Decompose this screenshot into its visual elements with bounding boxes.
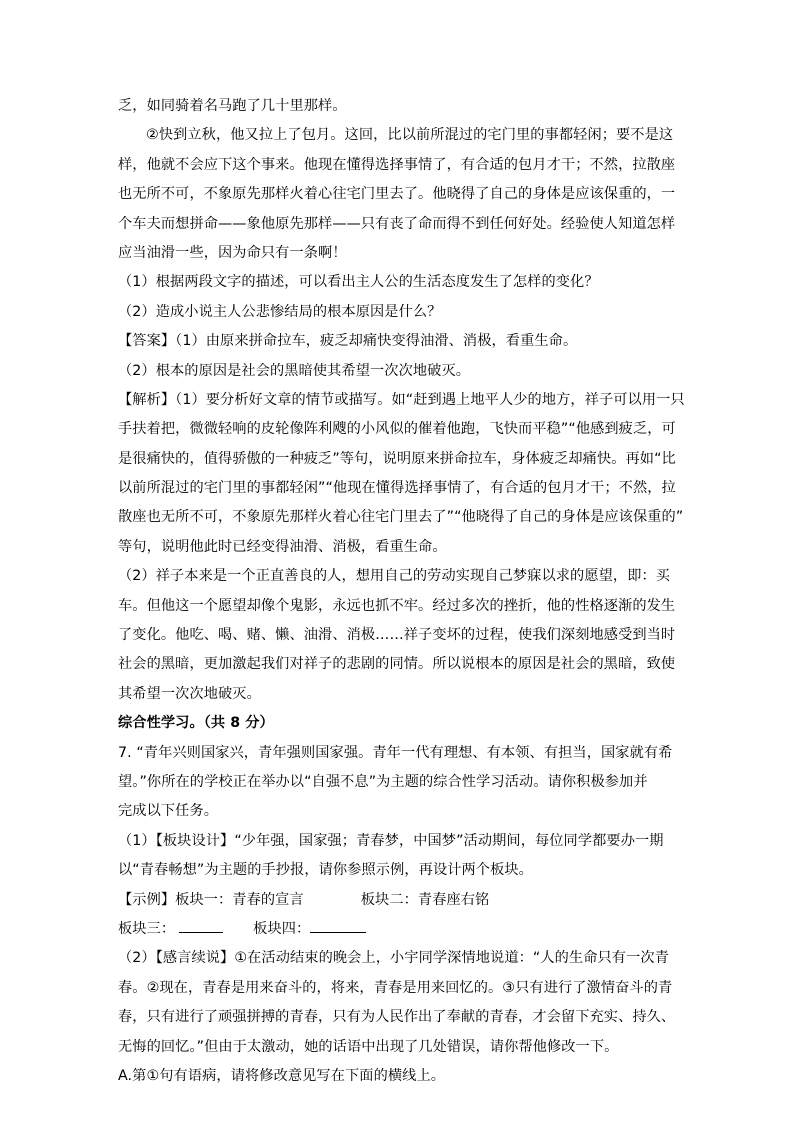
question-line: 7. “青年兴则国家兴，青年强则国家强。青年一代有理想、有本领、有担当，国家就有希	[118, 744, 673, 761]
paragraph-line: 也无所不可，不象原先那样火着心往宅门里去了。他晓得了自己的身体是应该保重的，一	[118, 186, 676, 203]
question-line: 以“青春畅想”为主题的手抄报，请你参照示例，再设计两个板块。	[118, 862, 533, 879]
question-line: 春，只有进行了顽强拼搏的青春，只有为人民作出了奉献的青春，才会留下充实、持久、	[118, 1009, 676, 1026]
analysis-line: 是很痛快的，值得骄傲的一种疲乏”等句，说明原来拼命拉车，身体疲乏却痛快。再如“比	[118, 450, 676, 467]
analysis-line: 社会的黑暗，更加激起我们对祥子的悲剧的同情。所以说根本的原因是社会的黑暗，致使	[118, 656, 676, 673]
answer-blank[interactable]	[179, 918, 223, 933]
analysis-line: 了变化。他吃、喝、赌、懒、油滑、消极……祥子变坏的过程，使我们深刻地感受到当时	[118, 627, 676, 644]
example-label: 【示例】板块一：青春的宣言	[118, 891, 304, 908]
analysis-line: 手扶着把，微微轻响的皮轮像阵利飕的小风似的催着他跑，飞快而平稳”“他感到疲乏，可	[118, 421, 676, 438]
analysis-line: 散座也无所不可，不象原先那样火着心往宅门里去了”“他晓得了自己的身体是应该保重的”	[118, 509, 684, 526]
question-line: A.第①句有语病，请将修改意见写在下面的横线上。	[118, 1067, 446, 1084]
answer-line: （2）根本的原因是社会的黑暗使其希望一次次地破灭。	[118, 362, 471, 379]
paragraph-line: 应当油滑一些，因为命只有一条啊！	[118, 244, 347, 261]
analysis-line: 车。但他这一个愿望却像个鬼影，永远也抓不牢。经过多次的挫折，他的性格逐渐的发生	[118, 597, 676, 614]
question-line: 春。②现在，青春是用来奋斗的，将来，青春是用来回忆的。③只有进行了激情奋斗的青	[118, 979, 673, 996]
analysis-line: 以前所混过的宅门里的事都轻闲”“他现在懂得选择事情了，有合适的包月才干；不然，拉	[118, 480, 676, 497]
analysis-line: 等句，说明他此时已经变得油滑、消极，看重生命。	[118, 538, 447, 555]
example-line	[118, 886, 678, 915]
example-label: 板块二：青春座右铭	[360, 891, 490, 908]
question-line: （2）【感言续说】①在活动结束的晚会上，小宇同学深情地说道：“人的生命只有一次青	[118, 950, 669, 967]
blank-line	[118, 915, 678, 944]
question-line: （2）造成小说主人公悲惨结局的根本原因是什么？	[118, 303, 442, 320]
analysis-line: 【解析】（1）要分析好文章的情节或描写。如“赶到遇上地平人少的地方，祥子可以用一只	[118, 391, 685, 408]
question-line: 望。”你所在的学校正在举办以“自强不息”为主题的综合性学习活动。请你积极参加并	[118, 773, 648, 790]
paragraph-line: 个车夫而想拼命——象他原先那样——只有丧了命而得不到任何好处。经验使人知道怎样	[118, 215, 676, 232]
answer-line: 【答案】（1）由原来拼命拉车，疲乏却痛快变得油滑、消极，看重生命。	[118, 333, 578, 350]
blank-label: 板块四：	[253, 920, 311, 937]
analysis-line: 其希望一次次地破灭。	[118, 685, 261, 702]
blank-label: 板块三：	[118, 920, 176, 937]
paragraph-line: ②快到立秋，他又拉上了包月。这回，比以前所混过的宅门里的事都轻闲；要不是这	[146, 127, 674, 144]
question-line: （1）【板块设计】“少年强，国家强；青春梦，中国梦”活动期间，每位同学都要办一期	[118, 832, 664, 849]
analysis-line: （2）祥子本来是一个正直善良的人，想用自己的劳动实现自己梦寐以求的愿望，即：买	[118, 568, 671, 585]
document-page	[118, 92, 685, 1091]
question-line: 完成以下任务。	[118, 803, 219, 820]
question-line: （1）根据两段文字的描述，可以看出主人公的生活态度发生了怎样的变化？	[118, 274, 599, 291]
paragraph-line: 样，他就不会应下这个事来。他现在懂得选择事情了，有合适的包月才干；不然，拉散座	[118, 156, 676, 173]
question-line: 无悔的回忆。”但由于太激动，她的话语中出现了几处错误，请你帮他修改一下。	[118, 1038, 619, 1055]
paragraph-line: 乏，如同骑着名马跑了几十里那样。	[118, 98, 347, 114]
answer-blank[interactable]	[310, 918, 366, 933]
section-heading: 综合性学习。（共 8 分）	[118, 715, 274, 732]
